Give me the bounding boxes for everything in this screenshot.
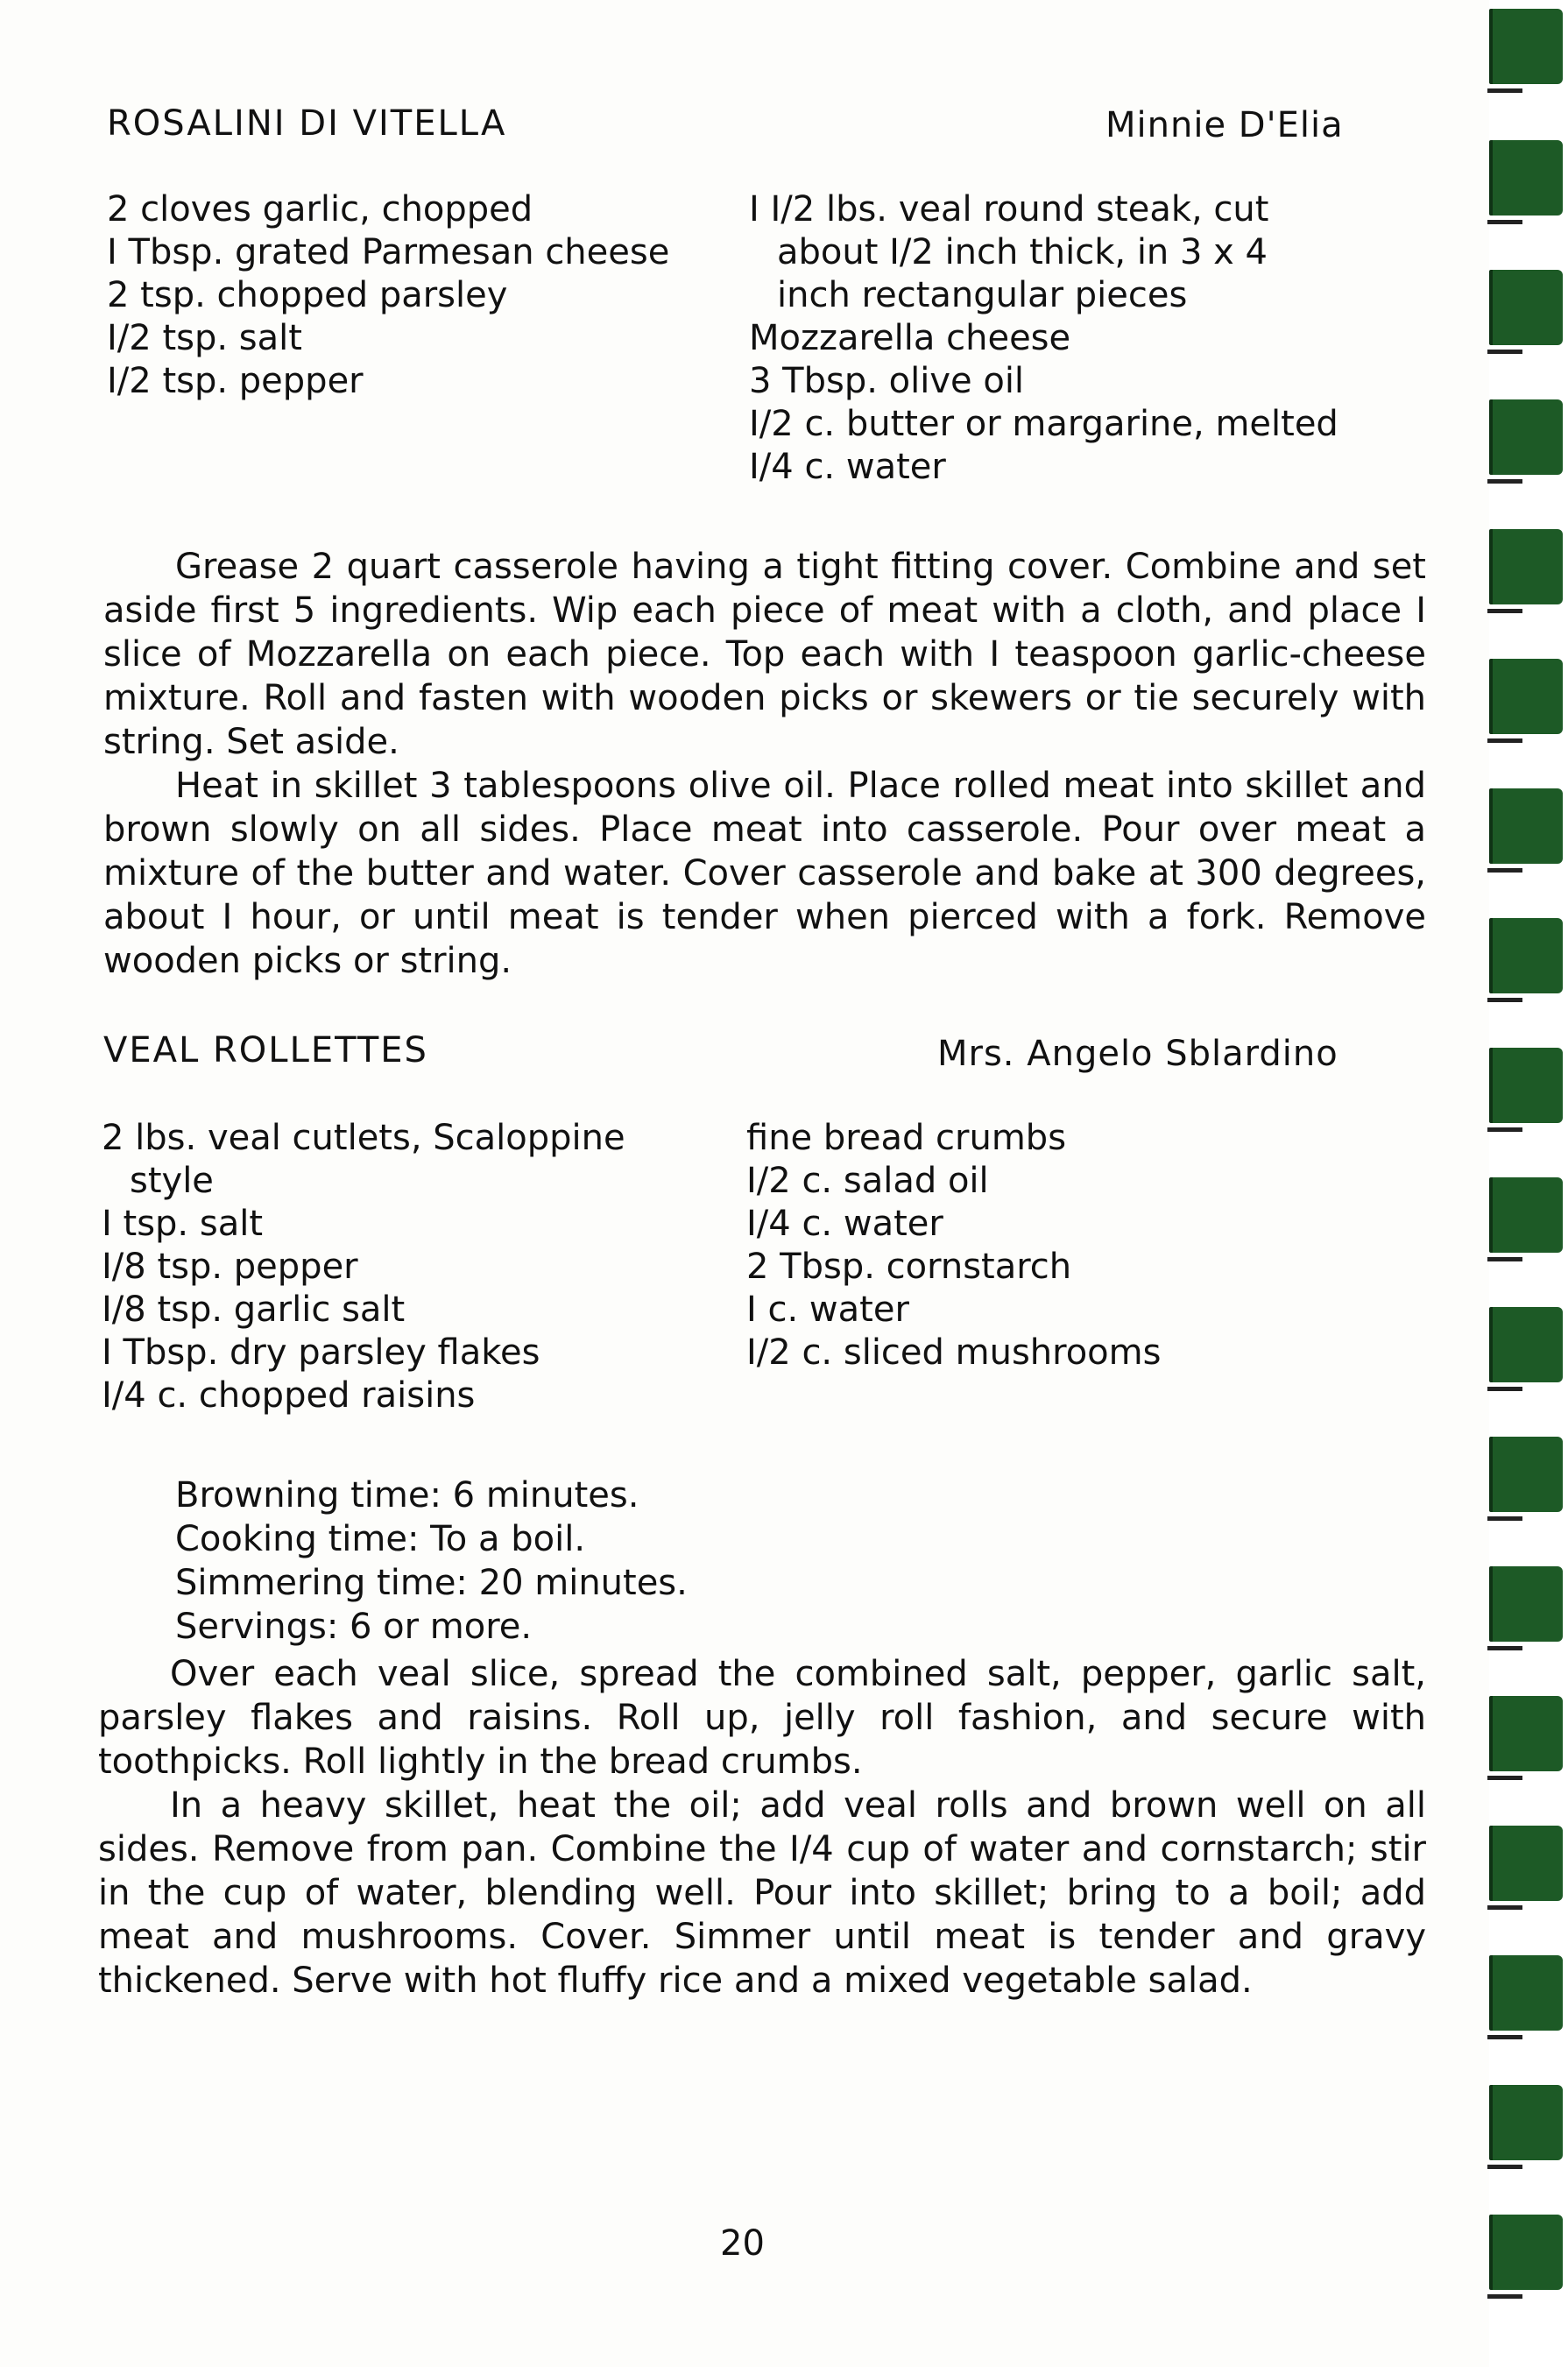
ingredient-line: I/2 c. sliced mushrooms xyxy=(746,1332,1162,1373)
ingredient-line: I Tbsp. grated Parmesan cheese xyxy=(107,232,670,272)
recipe2-timing-info xyxy=(175,1473,688,1649)
ingredient-line: I I/2 lbs. veal round steak, cut xyxy=(749,189,1269,230)
binding-ring xyxy=(1489,788,1563,864)
ingredient-line: I/8 tsp. pepper xyxy=(102,1247,358,1287)
spiral-binding xyxy=(1489,0,1568,2367)
ingredient-line: fine bread crumbs xyxy=(746,1118,1067,1158)
recipe2-paragraph-1: Over each veal slice, spread the combined salt, pepper, garlic salt, parsley flakes and raisins. Roll up, jelly roll fashion, and secure with toothpicks. Roll lightly in the bread crumbs. xyxy=(98,1654,1426,1782)
ingredient-line: I/2 tsp. salt xyxy=(107,318,302,358)
binding-ring xyxy=(1489,1955,1563,2031)
binding-ring xyxy=(1489,1826,1563,1901)
recipe2-paragraph-2: In a heavy skillet, heat the oil; add veal rolls and brown well on all sides. Remove from pan. Combine the I/4 cup of water and cornstarch; stir in the cup of water, blending well. Pour into skillet; bring to a boil; add meat and mushrooms. Cover. Simmer until meat is tender and gravy thickened. Serve with hot fluffy rice and a mixed vegetable salad. xyxy=(98,1785,1426,2001)
binding-ring xyxy=(1489,1437,1563,1512)
ingredient-line: I/2 c. salad oil xyxy=(746,1161,989,1201)
recipe1-ingredients-left xyxy=(107,188,669,403)
ingredient-line: style xyxy=(130,1161,214,1201)
ingredient-line: I/4 c. chopped raisins xyxy=(102,1375,476,1416)
recipe2-author: Mrs. Angelo Sblardino xyxy=(937,1034,1338,1074)
recipe2-ingredients-right xyxy=(746,1117,1161,1374)
binding-ring xyxy=(1489,140,1563,216)
ingredient-line: I/4 c. water xyxy=(746,1204,943,1244)
binding-ring xyxy=(1489,270,1563,345)
ingredient-line: Mozzarella cheese xyxy=(749,318,1071,358)
ingredient-line: 2 Tbsp. cornstarch xyxy=(746,1247,1072,1287)
recipe1-paragraph-2: Heat in skillet 3 tablespoons olive oil. Place rolled meat into skillet and brown slowly on all sides. Place meat into casserole. Pour over meat a mixture of the butter and water. Cover casserole and bake at 300 degrees, about I hour, or until meat is tender when pierced with a fork. Remove wooden picks or string. xyxy=(103,766,1426,981)
ingredient-line: I Tbsp. dry parsley flakes xyxy=(102,1332,540,1373)
ingredient-line: 2 cloves garlic, chopped xyxy=(107,189,533,230)
binding-ring xyxy=(1489,1696,1563,1771)
ingredient-line: inch rectangular pieces xyxy=(777,275,1188,315)
ingredient-line: 2 tsp. chopped parsley xyxy=(107,275,508,315)
timing-line: Simmering time: 20 minutes. xyxy=(175,1563,688,1603)
binding-ring xyxy=(1489,9,1563,84)
ingredient-line: 3 Tbsp. olive oil xyxy=(749,361,1025,401)
ingredient-line: I/8 tsp. garlic salt xyxy=(102,1289,406,1330)
ingredient-line: I/2 tsp. pepper xyxy=(107,361,364,401)
recipe2-ingredients-left xyxy=(102,1117,625,1417)
recipe1-ingredients-right xyxy=(749,188,1338,489)
binding-ring xyxy=(1489,1307,1563,1382)
recipe1-title: ROSALINI DI VITELLA xyxy=(107,103,507,144)
binding-ring xyxy=(1489,399,1563,475)
recipe1-author: Minnie D'Elia xyxy=(1105,105,1344,145)
timing-line: Cooking time: To a boil. xyxy=(175,1519,586,1559)
binding-ring xyxy=(1489,2085,1563,2160)
page-number: 20 xyxy=(720,2223,765,2264)
binding-ring xyxy=(1489,529,1563,604)
binding-ring xyxy=(1489,1566,1563,1642)
ingredient-line: I/2 c. butter or margarine, melted xyxy=(749,404,1338,444)
recipe2-title: VEAL ROLLETTES xyxy=(103,1030,428,1070)
ingredient-line: 2 lbs. veal cutlets, Scaloppine xyxy=(102,1118,625,1158)
binding-ring xyxy=(1489,918,1563,993)
binding-ring xyxy=(1489,2215,1563,2290)
binding-ring xyxy=(1489,1177,1563,1253)
ingredient-line: I tsp. salt xyxy=(102,1204,264,1244)
ingredient-line: I/4 c. water xyxy=(749,447,946,487)
recipe1-paragraph-1: Grease 2 quart casserole having a tight fitting cover. Combine and set aside first 5 ingredients. Wip each piece of meat with a cloth, and place I slice of Mozzarella on each piece. Top each with I teaspoon garlic-cheese mixture. Roll and fasten with wooden picks or skewers or tie securely with string. Set aside. xyxy=(103,547,1426,762)
ingredient-line: about I/2 inch thick, in 3 x 4 xyxy=(777,232,1268,272)
ingredient-line: I c. water xyxy=(746,1289,909,1330)
timing-line: Servings: 6 or more. xyxy=(175,1607,533,1647)
binding-ring xyxy=(1489,659,1563,734)
binding-ring xyxy=(1489,1048,1563,1123)
timing-line: Browning time: 6 minutes. xyxy=(175,1475,639,1516)
